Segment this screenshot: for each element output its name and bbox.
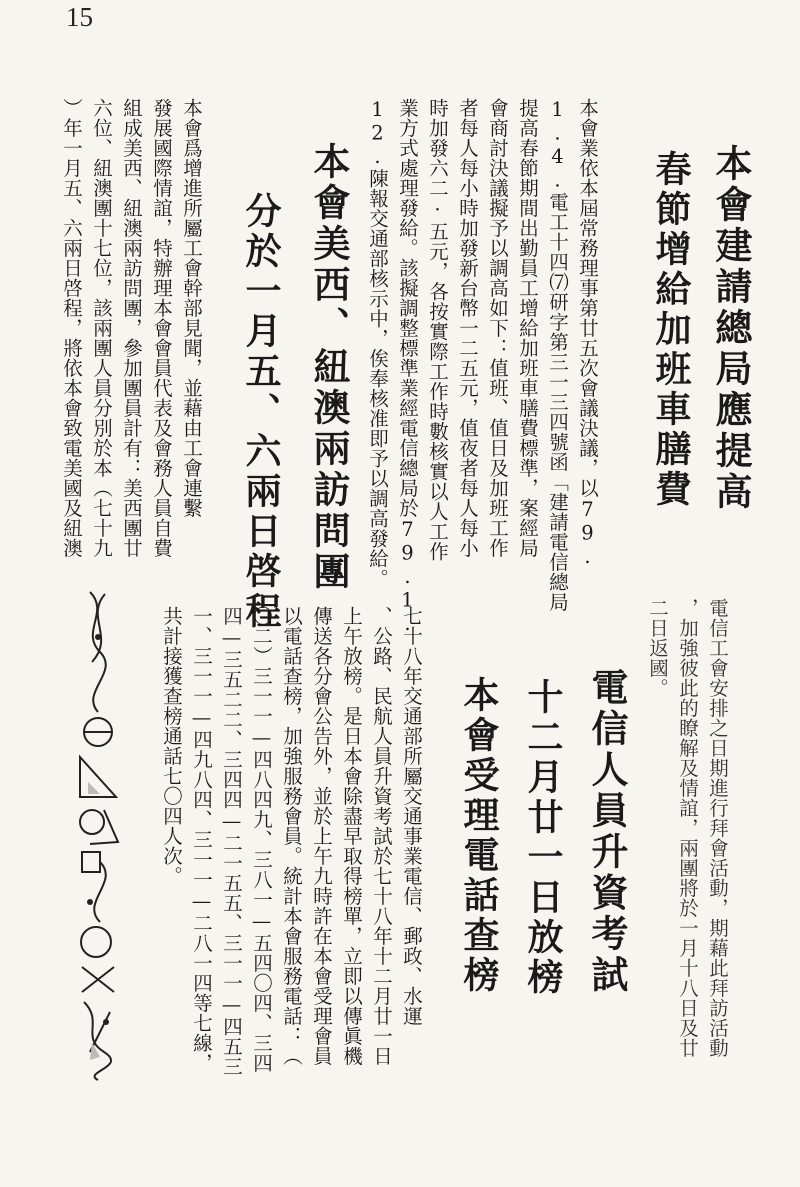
article1-body: 本會業依本屆常務理事第廿五次會議決議，以79. 1.4.電工十四⑺研字第三一三四號函「建請電信總局 提高春節期間出勤員工增給加班車膳費標準，案經局 會商討決議擬予以調高如下：值班、值日及加班工作 者每人每小時加發新台幣一二五元，值夜者每人每小 時加發六二·五元，各按實際工作時數核實以人工作 業方式處理發給。該擬調整標準業經電信總局於79.1. 12.陳報交通部核示中，俟奉核准即予以調高發給。: [366, 98, 599, 636]
article2-continued-body: 電信工會安排之日期進行拜會活動，期藉此拜訪活動 ，加強彼此的瞭解及情誼，兩團將於一月十八日及廿 二日返國。: [646, 598, 729, 1058]
article4-title: 本會受理電話查榜: [458, 676, 500, 996]
article2-body: 本會爲增進所屬工會幹部見聞，並藉由工會連繫 發展國際情誼，特辦理本會會員代表及會務人員自費 組成美西、紐澳兩訪問團，參加團員計有：美西團廿 六位、紐澳團十七位，該兩團人員分別於本（七十九 ）年一月五、六兩日啓程，將依本會致電美國及紐澳: [60, 98, 203, 558]
article1-subtitle: 春節增給加班車膳費: [650, 150, 692, 510]
article2-title: 本會美西、紐澳兩訪問團: [307, 142, 351, 593]
page-number: 15: [66, 2, 93, 32]
article2-subtitle: 分於一月五、六兩日啓程: [240, 192, 282, 632]
article3-subtitle: 十二月廿一日放榜: [522, 678, 564, 998]
article4-body: 七十八年交通部所屬交通事業電信、郵政、水運 、公路、民航人員升資考試於七十八年十二月廿一日 上午放榜。是日本會除盡早取得榜單，立即以傳眞機 傳送各分會公告外，並於上午九時許在本會受理會員 以電話查榜，加強服務會員。統計本會服務電話：（ 〇二）三一一—四八四九、三八一—五四〇四、三四 四—三五二二、三四四—二一五五、三一一—四五三 一、三一一—四九八四、三一一—二八一四等七線， 共計接獲查榜通話七〇四人次。: [160, 606, 423, 1077]
decorative-border-ornament: [70, 582, 126, 1082]
article1-title: 本會建請總局應提高: [709, 144, 753, 513]
article3-title: 電信人員升資考試: [585, 668, 629, 996]
